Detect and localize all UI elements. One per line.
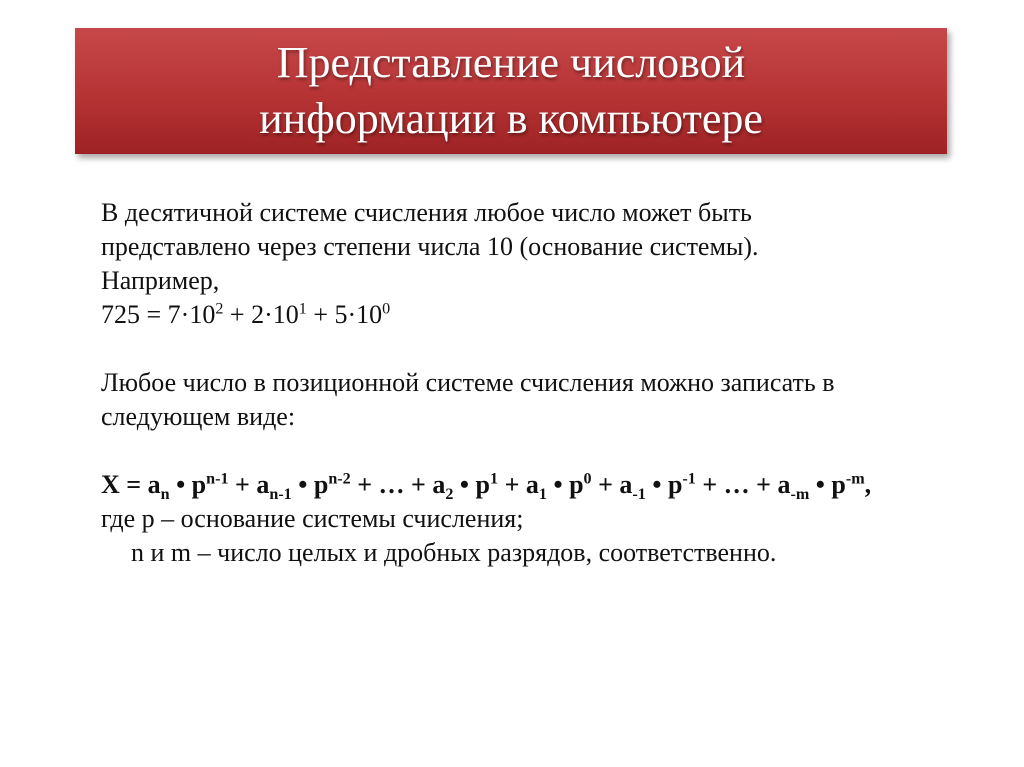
formula-p: p [831, 470, 846, 499]
formula-superscript: 1 [490, 470, 499, 488]
slide-body [101, 196, 981, 570]
spacer [101, 434, 981, 468]
formula-comma: , [864, 470, 872, 499]
formula-subscript: -m [790, 486, 810, 504]
example-dot: · [264, 300, 273, 329]
formula-p: p [475, 470, 490, 499]
formula-superscript: n-1 [206, 470, 229, 488]
formula-bullet: • [809, 470, 832, 499]
formula-superscript: -m [845, 470, 865, 488]
formula-a: a [432, 470, 446, 499]
formula-x: X = [101, 470, 148, 499]
example-base: 10 [272, 300, 299, 329]
formula-a: a [619, 470, 633, 499]
formula-bullet: • [291, 470, 314, 499]
formula-bullet: • [453, 470, 476, 499]
title-banner [75, 28, 947, 154]
paragraph-1-line-2: представлено через степени числа 10 (основание системы). [101, 232, 759, 261]
formula-subscript: 2 [445, 486, 454, 504]
formula-p: p [191, 470, 207, 499]
formula-ellipsis: + … + [695, 470, 778, 499]
slide-title-line-1: Представление числовой [276, 38, 746, 87]
example-exponent: 1 [298, 300, 307, 318]
formula-subscript: -1 [632, 486, 646, 504]
slide-title-line-2: информации в компьютере [259, 94, 763, 143]
example-base: 10 [189, 300, 216, 329]
formula-a: a [777, 470, 791, 499]
where-line: где p – основание системы счисления; [101, 504, 524, 533]
formula-bullet: • [645, 470, 668, 499]
paragraph-1-line-3: Например, [101, 266, 220, 295]
formula-p: p [569, 470, 584, 499]
formula-superscript: n-2 [328, 470, 351, 488]
formula-p: p [313, 470, 329, 499]
example-dot: · [180, 300, 190, 329]
formula-bullet: • [546, 470, 570, 499]
example-exponent: 2 [215, 300, 224, 318]
example-term: 725 = 7 [101, 300, 181, 329]
spacer [101, 332, 981, 366]
nm-line: n и m – число целых и дробных разрядов, соответственно. [131, 538, 777, 567]
formula-a: a [256, 470, 270, 499]
example-term: + 5 [306, 300, 348, 329]
formula-a: a [147, 470, 161, 499]
formula-subscript: n [160, 486, 170, 504]
example-term: + 2 [223, 300, 265, 329]
example-dot: · [347, 300, 357, 329]
paragraph-1-line-1: В десятичной системе счисления любое число может быть [101, 198, 752, 227]
formula-subscript: 1 [538, 486, 547, 504]
example-base: 10 [356, 300, 383, 329]
formula-plus: + [498, 470, 526, 499]
paragraph-2-line-1: Любое число в позиционной системе счисления можно записать в [101, 368, 835, 397]
general-formula [101, 468, 981, 502]
formula-p: p [667, 470, 683, 499]
formula-plus: + [228, 470, 257, 499]
example-equation [101, 298, 981, 332]
paragraph-2-line-2: следующем виде: [101, 402, 296, 431]
formula-subscript: n-1 [269, 486, 292, 504]
example-exponent: 0 [382, 300, 391, 318]
formula-superscript: -1 [682, 470, 696, 488]
formula-superscript: 0 [583, 470, 592, 488]
formula-ellipsis: + … + [350, 470, 433, 499]
formula-bullet: • [169, 470, 192, 499]
formula-plus: + [591, 470, 620, 499]
formula-a: a [525, 470, 539, 499]
